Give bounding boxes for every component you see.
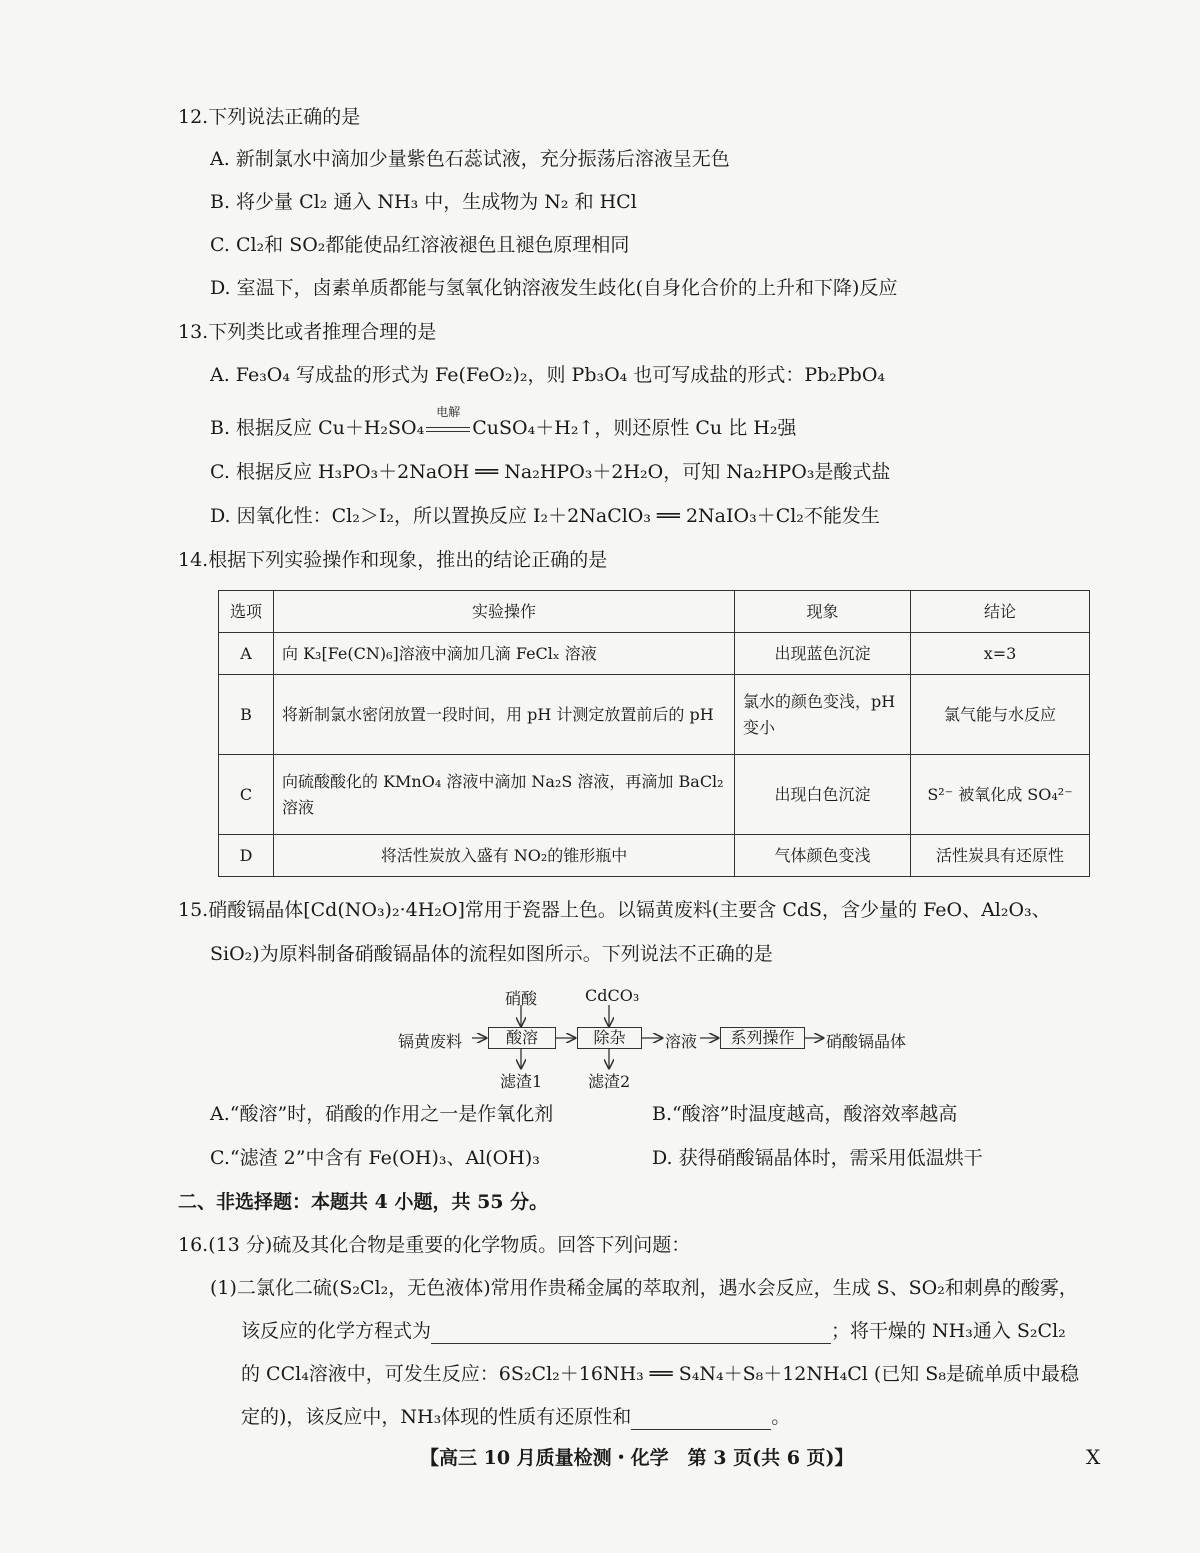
- q14-stem: 14.根据下列实验操作和现象，推出的结论正确的是: [178, 549, 608, 571]
- table-cell: A: [219, 633, 274, 675]
- q13-option-b-rhs: CuSO₄＋H₂↑，则还原性 Cu 比 H₂强: [472, 417, 797, 439]
- corner-mark: X: [1086, 1445, 1101, 1469]
- electrolysis-condition: 电解: [436, 405, 461, 419]
- q15-option-c: C.“滤渣 2”中含有 Fe(OH)₃、Al(OH)₃: [210, 1147, 540, 1169]
- table-cell: x=3: [911, 633, 1090, 675]
- table-cell: 出现白色沉淀: [735, 755, 911, 835]
- flow-step-impurity-removal: 除杂: [577, 1027, 642, 1049]
- flow-step-series-operation: 系列操作: [720, 1027, 805, 1049]
- q16-part1-line2: [241, 1318, 1066, 1344]
- table-header: 结论: [911, 591, 1090, 633]
- q16-property-prompt: 定的)，该反应中，NH₃体现的性质有还原性和: [241, 1406, 632, 1428]
- q16-equation-prompt: 该反应的化学方程式为: [241, 1320, 432, 1342]
- flow-output-label: 硝酸镉晶体: [826, 1032, 907, 1051]
- q15-stem-line2: SiO₂)为原料制备硝酸镉晶体的流程如图所示。下列说法不正确的是: [210, 943, 773, 965]
- q15-option-d: D. 获得硝酸镉晶体时，需采用低温烘干: [652, 1147, 983, 1169]
- section-2-heading: 二、非选择题：本题共 4 小题，共 55 分。: [178, 1191, 549, 1213]
- q15-option-a: A.“酸溶”时，硝酸的作用之一是作氧化剂: [210, 1103, 554, 1125]
- table-cell: C: [219, 755, 274, 835]
- flow-reagent-nitric-acid: 硝酸: [505, 989, 538, 1008]
- q13-option-c: C. 根据反应 H₃PO₃＋2NaOH ══ Na₂HPO₃＋2H₂O，可知 Na₂HPO₃是酸式盐: [210, 461, 891, 483]
- page-footer: 【高三 10 月质量检测・化学 第 3 页(共 6 页)】: [420, 1447, 854, 1469]
- table-header: 选项: [219, 591, 274, 633]
- table-cell: D: [219, 835, 274, 877]
- q15-option-b: B.“酸溶”时温度越高，酸溶效率越高: [652, 1103, 958, 1125]
- answer-blank-property[interactable]: [631, 1409, 771, 1430]
- table-cell: 向硫酸酸化的 KMnO₄ 溶液中滴加 Na₂S 溶液，再滴加 BaCl₂溶液: [274, 755, 735, 835]
- q16-part1-line1: (1)二氯化二硫(S₂Cl₂，无色液体)常用作贵稀金属的萃取剂，遇水会反应，生成 S、SO₂和刺鼻的酸雾，: [210, 1277, 1078, 1299]
- q12-option-b: B. 将少量 Cl₂ 通入 NH₃ 中，生成物为 N₂ 和 HCl: [210, 191, 637, 213]
- q13-option-a: A. Fe₃O₄ 写成盐的形式为 Fe(FeO₂)₂，则 Pb₃O₄ 也可写成盐的形式：Pb₂PbO₄: [210, 364, 886, 386]
- table-cell: 将新制氯水密闭放置一段时间，用 pH 计测定放置前后的 pH: [274, 675, 735, 755]
- q12-stem: 12.下列说法正确的是: [178, 106, 361, 128]
- table-header: 实验操作: [274, 591, 735, 633]
- flow-input-label: 镉黄废料: [398, 1032, 463, 1051]
- q16-stem: 16.(13 分)硫及其化合物是重要的化学物质。回答下列问题：: [178, 1234, 691, 1256]
- table-cell: 将活性炭放入盛有 NO₂的锥形瓶中: [274, 835, 735, 877]
- table-cell: 出现蓝色沉淀: [735, 633, 911, 675]
- q12-option-a: A. 新制氯水中滴加少量紫色石蕊试液，充分振荡后溶液呈无色: [210, 148, 730, 170]
- answer-blank-equation[interactable]: [431, 1323, 831, 1344]
- q16-line2-tail: ；将干燥的 NH₃通入 S₂Cl₂: [831, 1320, 1066, 1342]
- table-cell: 氯气能与水反应: [911, 675, 1090, 755]
- q15-stem-line1: 15.硝酸镉晶体[Cd(NO₃)₂·4H₂O]常用于瓷器上色。以镉黄废料(主要含 CdS，含少量的 FeO、Al₂O₃、: [178, 899, 1051, 921]
- q12-option-d: D. 室温下，卤素单质都能与氢氧化钠溶液发生歧化(自身化合价的上升和下降)反应: [210, 277, 898, 299]
- flow-residue-1: 滤渣1: [500, 1072, 543, 1091]
- q13-option-d: D. 因氧化性：Cl₂＞I₂，所以置换反应 I₂＋2NaClO₃ ══ 2NaIO₃＋Cl₂不能发生: [210, 505, 880, 527]
- table-cell: 活性炭具有还原性: [911, 835, 1090, 877]
- flow-reagent-cdco3: CdCO₃: [585, 986, 640, 1005]
- table-header: 现象: [735, 591, 911, 633]
- q16-part1-line3: 的 CCl₄溶液中，可发生反应：6S₂Cl₂＋16NH₃ ══ S₄N₄＋S₈＋12NH₄Cl (已知 S₈是硫单质中最稳: [241, 1363, 1079, 1385]
- table-cell: B: [219, 675, 274, 755]
- q16-part1-line4: [241, 1404, 790, 1430]
- q13-stem: 13.下列类比或者推理合理的是: [178, 321, 437, 343]
- table-cell: 向 K₃[Fe(CN)₆]溶液中滴加几滴 FeClₓ 溶液: [274, 633, 735, 675]
- flow-step-acid-dissolve: 酸溶: [488, 1027, 556, 1049]
- q13-option-b-lhs: B. 根据反应 Cu＋H₂SO₄: [210, 417, 425, 439]
- table-cell: S²⁻ 被氧化成 SO₄²⁻: [911, 755, 1090, 835]
- q12-option-c: C. Cl₂和 SO₂都能使品红溶液褪色且褪色原理相同: [210, 234, 630, 256]
- flow-residue-2: 滤渣2: [588, 1072, 631, 1091]
- q16-line4-tail: 。: [771, 1406, 791, 1428]
- table-cell: 气体颜色变浅: [735, 835, 911, 877]
- table-cell: 氯水的颜色变浅，pH 变小: [735, 675, 911, 755]
- flow-solution-label: 溶液: [665, 1032, 698, 1051]
